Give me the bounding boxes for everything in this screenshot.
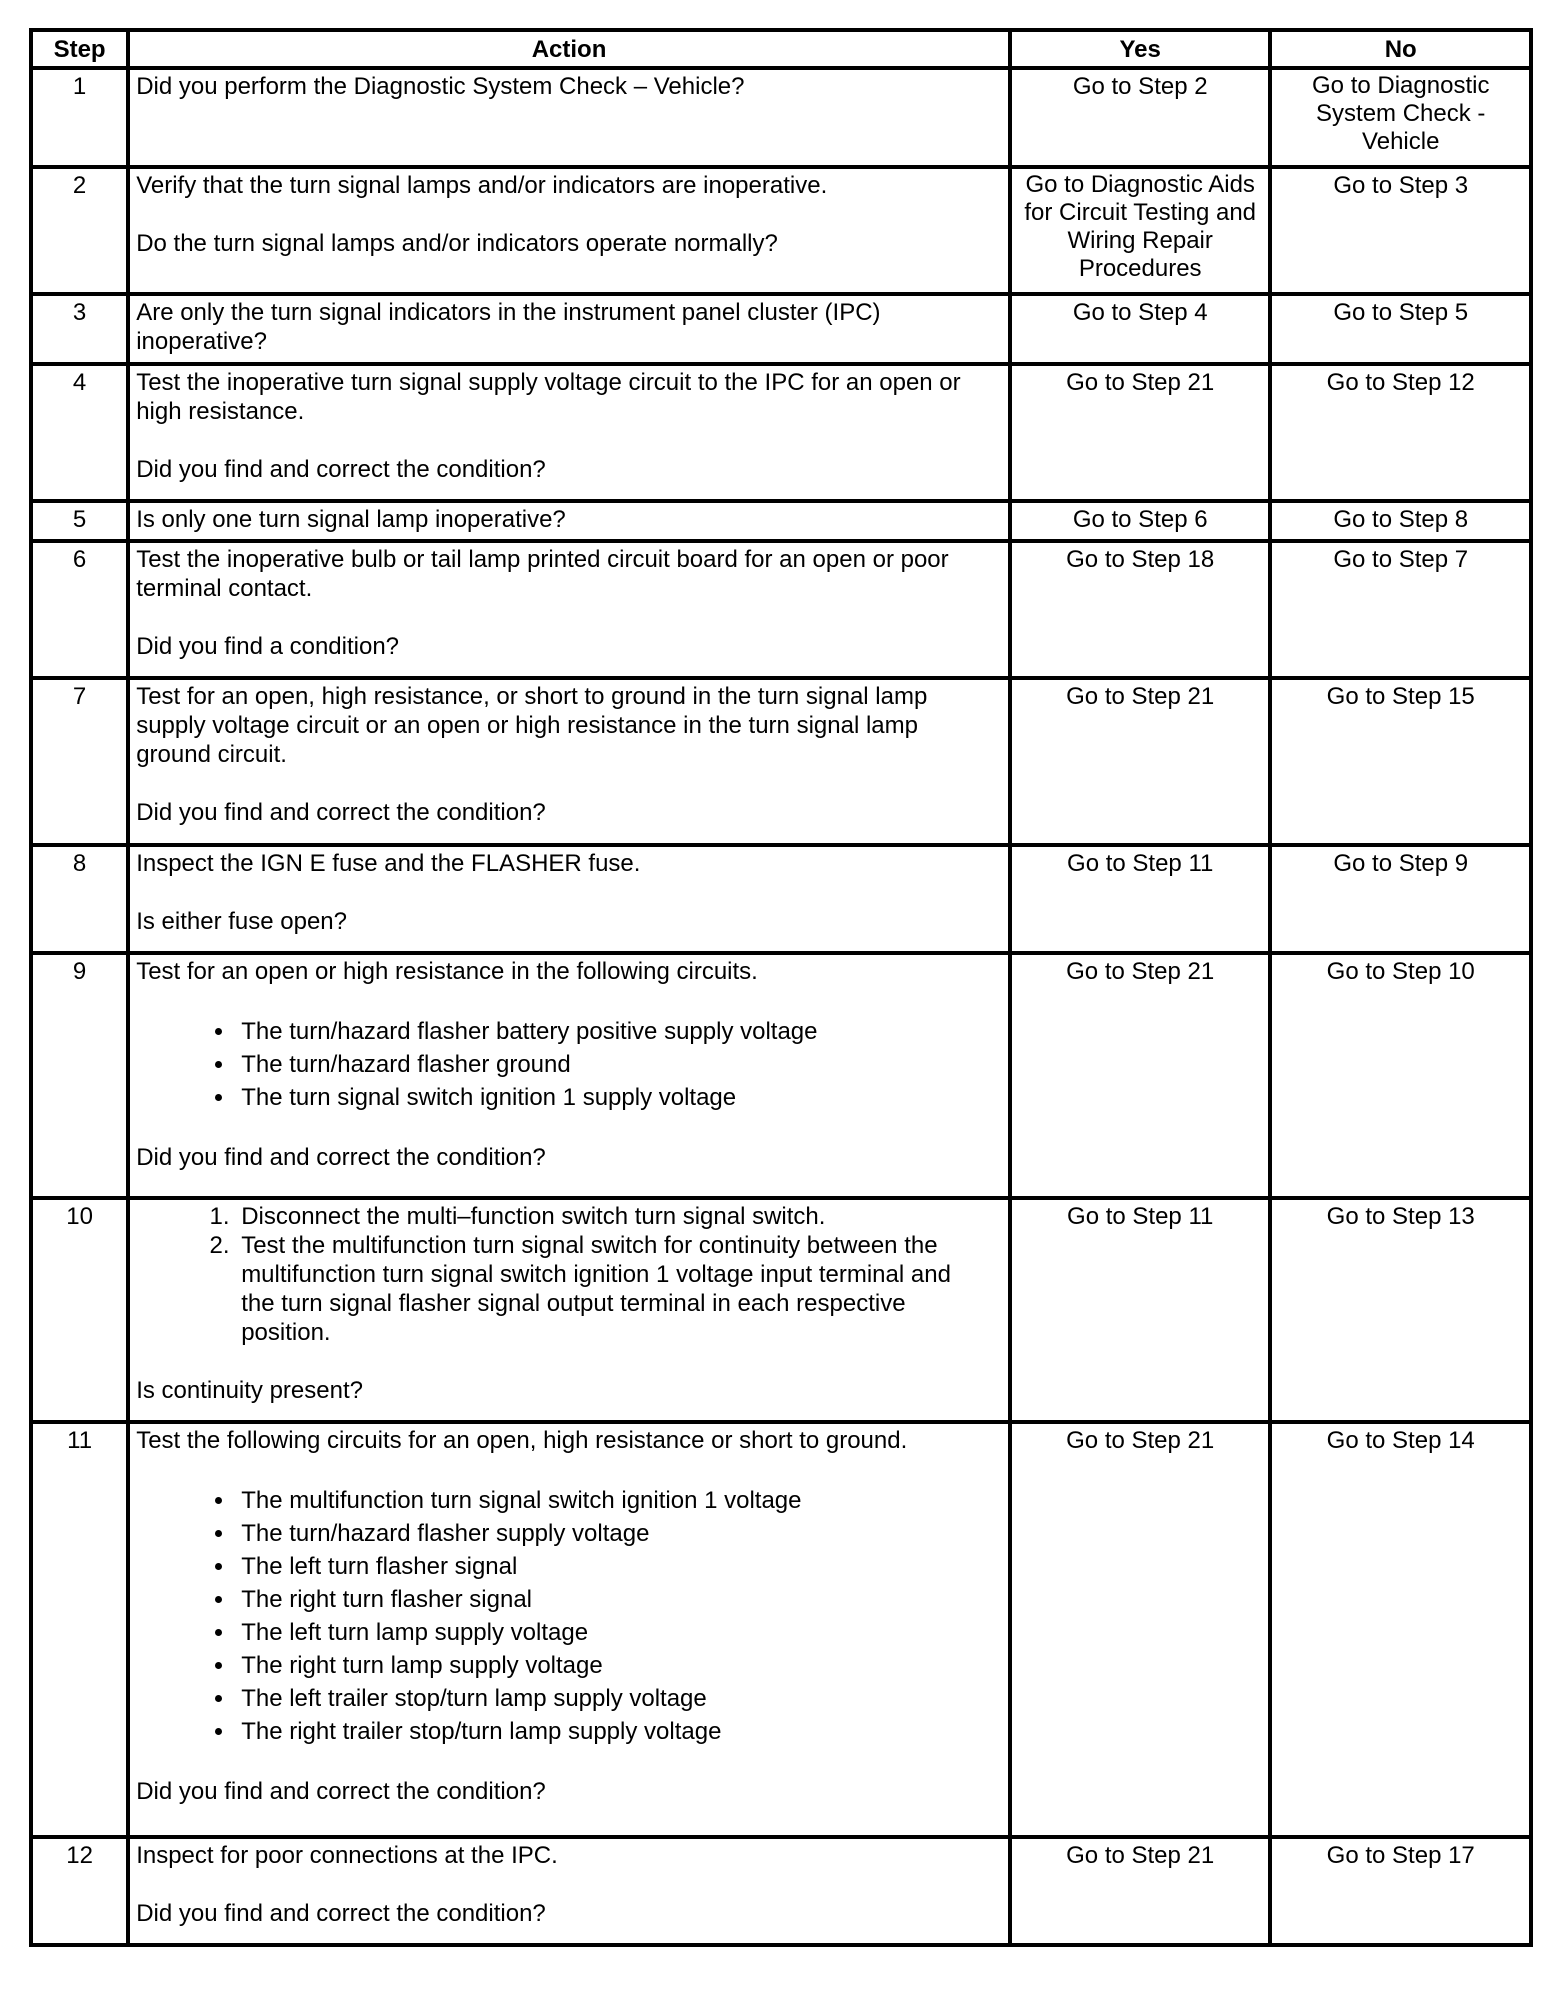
table-row (31, 501, 1531, 541)
action-text: Are only the turn signal indicators in the instrument panel cluster (IPC) inoperative? (136, 299, 881, 355)
list-item: • The right turn lamp supply voltage (236, 1649, 1002, 1682)
no-cell: Go to Diagnostic System Check - Vehicle (1270, 68, 1531, 167)
header-yes: Yes (1010, 30, 1271, 68)
yes-cell: Go to Step 18 (1010, 541, 1271, 678)
list-item: • The turn/hazard flasher ground (236, 1048, 1002, 1081)
table-row (31, 1198, 1531, 1422)
action-question: Did you find and correct the condition? (136, 799, 546, 826)
action-question: Did you find and correct the condition? (136, 1144, 546, 1171)
action-text: Inspect for poor connections at the IPC. (136, 1842, 558, 1869)
action-question: Did you find and correct the condition? (136, 456, 546, 483)
circuit-list (136, 1484, 1002, 1748)
no-cell: Go to Step 5 (1270, 294, 1531, 364)
action-cell (128, 68, 1010, 167)
action-text: Is only one turn signal lamp inoperative? (136, 506, 566, 533)
table-row (31, 541, 1531, 678)
yes-cell: Go to Step 6 (1010, 501, 1271, 541)
no-cell: Go to Step 9 (1270, 845, 1531, 953)
yes-cell: Go to Step 21 (1010, 1837, 1271, 1945)
table-row (31, 294, 1531, 364)
action-cell (128, 364, 1010, 501)
no-cell: Go to Step 17 (1270, 1837, 1531, 1945)
list-item: • The turn signal switch ignition 1 supply voltage (236, 1081, 1002, 1114)
action-text: Test for an open or high resistance in the following circuits. (136, 958, 758, 985)
no-cell: Go to Step 3 (1270, 167, 1531, 294)
action-text: Test the inoperative turn signal supply voltage circuit to the IPC for an open or high resistance. (136, 369, 961, 425)
no-cell: Go to Step 8 (1270, 501, 1531, 541)
table-row (31, 68, 1531, 167)
step-number: 1 (31, 68, 128, 167)
list-item: • The left turn flasher signal (236, 1550, 1002, 1583)
action-text: Inspect the IGN E fuse and the FLASHER fuse. (136, 850, 641, 877)
action-question: Did you find and correct the condition? (136, 1778, 546, 1805)
action-cell (128, 501, 1010, 541)
step-number: 6 (31, 541, 128, 678)
header-row (31, 30, 1531, 68)
table-row (31, 953, 1531, 1198)
action-question: Is continuity present? (136, 1377, 363, 1404)
action-cell (128, 1422, 1010, 1837)
list-item: 1. Disconnect the multi–function switch turn signal switch. (236, 1202, 1002, 1231)
header-no: No (1270, 30, 1531, 68)
table-row (31, 678, 1531, 845)
step-number: 8 (31, 845, 128, 953)
table-row (31, 845, 1531, 953)
step-number: 2 (31, 167, 128, 294)
action-text: Test the inoperative bulb or tail lamp printed circuit board for an open or poor terminal contact. (136, 546, 949, 602)
action-text: Did you perform the Diagnostic System Check – Vehicle? (136, 73, 745, 100)
list-item: • The right turn flasher signal (236, 1583, 1002, 1616)
diagnostic-table (29, 28, 1533, 1947)
action-cell (128, 167, 1010, 294)
yes-cell: Go to Step 21 (1010, 364, 1271, 501)
action-cell (128, 845, 1010, 953)
yes-cell: Go to Step 11 (1010, 845, 1271, 953)
step-number: 11 (31, 1422, 128, 1837)
header-step: Step (31, 30, 128, 68)
no-cell: Go to Step 7 (1270, 541, 1531, 678)
step-number: 10 (31, 1198, 128, 1422)
yes-cell: Go to Step 21 (1010, 953, 1271, 1198)
list-item: • The multifunction turn signal switch ignition 1 voltage (236, 1484, 1002, 1517)
action-cell (128, 294, 1010, 364)
action-question: Is either fuse open? (136, 908, 347, 935)
procedure-list (136, 1202, 1002, 1347)
header-action: Action (128, 30, 1010, 68)
action-cell (128, 953, 1010, 1198)
table-row (31, 364, 1531, 501)
list-item: • The turn/hazard flasher supply voltage (236, 1517, 1002, 1550)
step-number: 12 (31, 1837, 128, 1945)
table-row (31, 167, 1531, 294)
yes-cell: Go to Step 21 (1010, 1422, 1271, 1837)
step-number: 9 (31, 953, 128, 1198)
action-question: Did you find and correct the condition? (136, 1900, 546, 1927)
action-text: Verify that the turn signal lamps and/or indicators are inoperative. (136, 172, 828, 199)
list-item: • The left trailer stop/turn lamp supply voltage (236, 1682, 1002, 1715)
list-item: • The turn/hazard flasher battery positive supply voltage (236, 1015, 1002, 1048)
action-question: Do the turn signal lamps and/or indicators operate normally? (136, 230, 778, 257)
yes-cell: Go to Step 11 (1010, 1198, 1271, 1422)
table-row (31, 1837, 1531, 1945)
action-question: Did you find a condition? (136, 633, 400, 660)
circuit-list (136, 1015, 1002, 1114)
list-item: • The right trailer stop/turn lamp supply voltage (236, 1715, 1002, 1748)
yes-cell: Go to Step 4 (1010, 294, 1271, 364)
action-text: Test for an open, high resistance, or short to ground in the turn signal lamp supply voltage circuit or an open or high resistance in the turn signal lamp ground circuit. (136, 683, 928, 768)
yes-cell: Go to Step 2 (1010, 68, 1271, 167)
step-number: 5 (31, 501, 128, 541)
no-cell: Go to Step 13 (1270, 1198, 1531, 1422)
action-cell (128, 1837, 1010, 1945)
action-cell (128, 541, 1010, 678)
no-cell: Go to Step 10 (1270, 953, 1531, 1198)
no-cell: Go to Step 15 (1270, 678, 1531, 845)
no-cell: Go to Step 12 (1270, 364, 1531, 501)
action-text: Test the following circuits for an open, high resistance or short to ground. (136, 1427, 908, 1454)
list-item: 2. Test the multifunction turn signal switch for continuity between the multifunction turn signal switch ignition 1 voltage input terminal and the turn signal flasher signal output terminal in each respective position. (236, 1231, 1002, 1347)
yes-cell: Go to Diagnostic Aids for Circuit Testing and Wiring Repair Procedures (1010, 167, 1271, 294)
table-row (31, 1422, 1531, 1837)
step-number: 4 (31, 364, 128, 501)
action-cell (128, 1198, 1010, 1422)
action-cell (128, 678, 1010, 845)
step-number: 3 (31, 294, 128, 364)
no-cell: Go to Step 14 (1270, 1422, 1531, 1837)
step-number: 7 (31, 678, 128, 845)
yes-cell: Go to Step 21 (1010, 678, 1271, 845)
list-item: • The left turn lamp supply voltage (236, 1616, 1002, 1649)
